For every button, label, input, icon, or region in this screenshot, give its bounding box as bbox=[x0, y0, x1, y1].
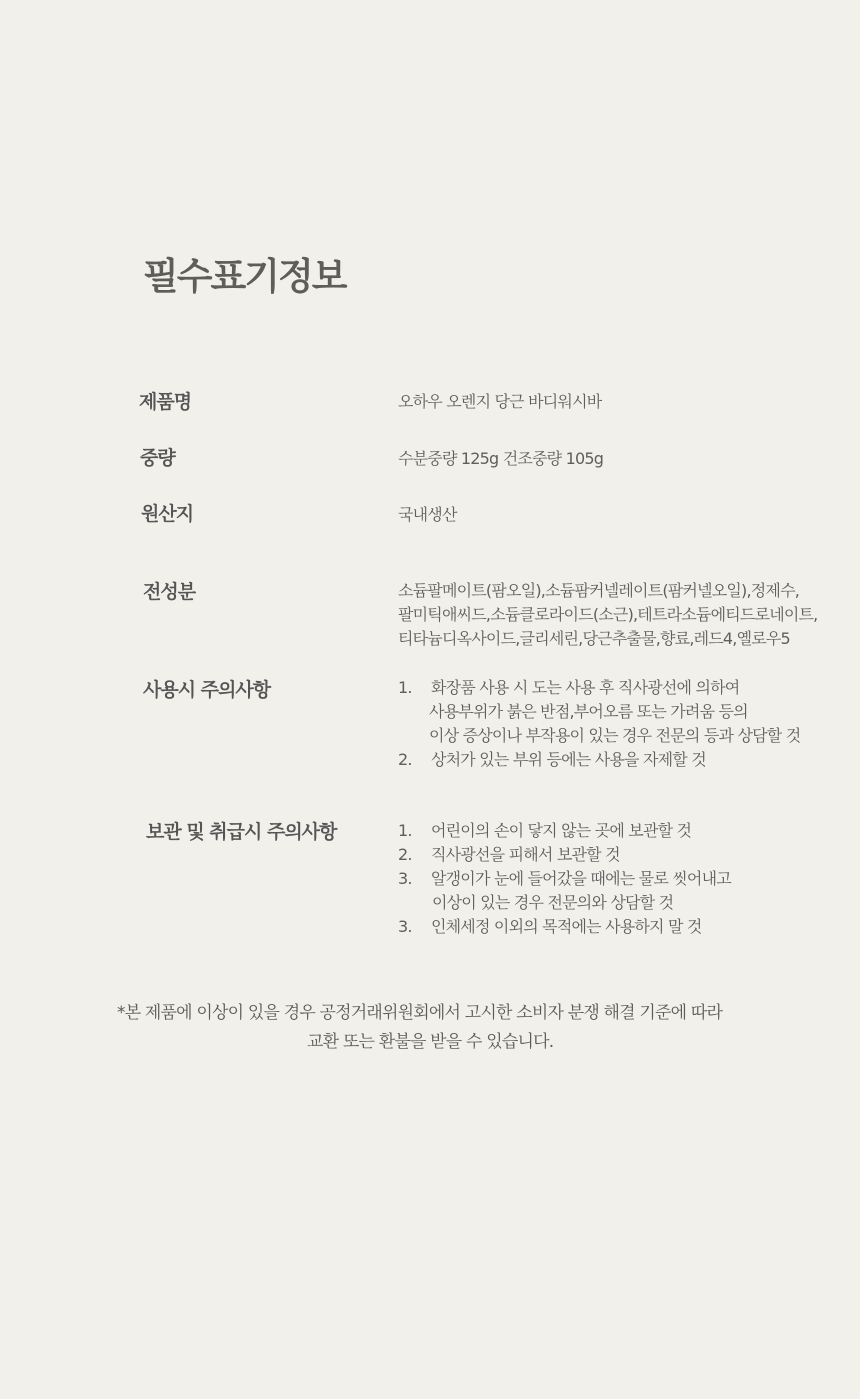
weight-value: 수분중량 125g 건조중량 105g bbox=[398, 449, 604, 468]
list-text: 인체세정 이외의 목적에는 사용하지 말 것 bbox=[431, 917, 702, 936]
list-number: 2. bbox=[398, 845, 412, 864]
origin-value: 국내생산 bbox=[398, 505, 457, 524]
origin-label: 원산지 bbox=[141, 503, 194, 525]
list-number: 3. bbox=[398, 917, 412, 936]
ingredients-label: 전성분 bbox=[143, 581, 196, 603]
product-name-label: 제품명 bbox=[139, 391, 192, 413]
notice-line-2: 교환 또는 환불을 받을 수 있습니다. bbox=[307, 1032, 554, 1052]
ingredients-line: 소듐팔메이트(팜오일),소듐팜커넬레이트(팜커넬오일),정제수, bbox=[398, 581, 800, 600]
list-text: 어린이의 손이 닿지 않는 곳에 보관할 것 bbox=[431, 821, 692, 840]
page-title: 필수표기정보 bbox=[143, 255, 346, 298]
list-number: 3. bbox=[398, 869, 412, 888]
list-text: 이상 증상이나 부작용이 있는 경우 전문의 등과 상담할 것 bbox=[429, 726, 801, 745]
weight-label: 중량 bbox=[140, 447, 175, 469]
ingredients-list bbox=[398, 579, 817, 651]
ingredients-line: 티타늄디옥사이드,글리세린,당근추출물,향료,레드4,옐로우5 bbox=[398, 629, 790, 648]
list-text: 이상이 있는 경우 전문의와 상담할 것 bbox=[432, 893, 674, 912]
storage-caution-label: 보관 및 취급시 주의사항 bbox=[146, 821, 337, 843]
ingredients-line: 팔미틱애씨드,소듐클로라이드(소근),테트라소듐에티드로네이트, bbox=[398, 605, 818, 624]
list-text: 알갱이가 눈에 들어갔을 때에는 물로 씻어내고 bbox=[431, 869, 731, 888]
list-text: 직사광선을 피해서 보관할 것 bbox=[431, 845, 620, 864]
list-number: 2. bbox=[398, 750, 412, 769]
list-text: 사용부위가 붉은 반점,부어오름 또는 가려움 등의 bbox=[429, 702, 748, 721]
notice-line-1: *본 제품에 이상이 있을 경우 공정거래위원회에서 고시한 소비자 분쟁 해결 기준에 따라 bbox=[117, 1003, 723, 1023]
list-number: 1. bbox=[398, 678, 412, 697]
list-text: 화장품 사용 시 도는 사용 후 직사광선에 의하여 bbox=[431, 678, 740, 697]
usage-caution-label: 사용시 주의사항 bbox=[143, 679, 271, 701]
product-name-value: 오하우 오렌지 당근 바디워시바 bbox=[398, 392, 602, 411]
list-text: 상처가 있는 부위 등에는 사용을 자제할 것 bbox=[431, 750, 706, 769]
list-number: 1. bbox=[398, 821, 412, 840]
